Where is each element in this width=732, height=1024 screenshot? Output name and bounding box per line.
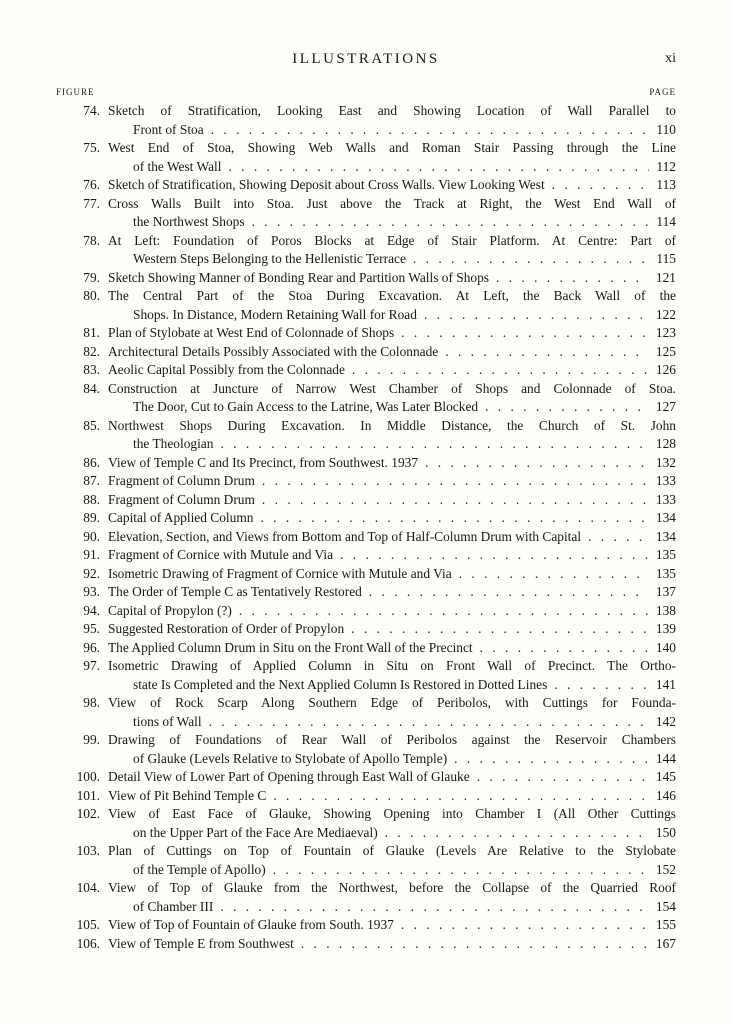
page-number: 133 — [655, 491, 676, 507]
caption-text: Northwest Shops During Excavation. In Middle Distance, the Church of St. John — [108, 417, 676, 433]
figure-caption — [108, 269, 676, 288]
page-number: 113 — [656, 177, 676, 192]
figure-entry — [56, 620, 676, 639]
figure-number: 79. — [83, 269, 100, 285]
figure-entry — [56, 139, 676, 176]
figure-entry — [56, 842, 676, 879]
page-number: 145 — [655, 769, 676, 784]
figure-entry — [56, 287, 676, 324]
dot-leader — [301, 935, 649, 954]
dot-leader — [401, 324, 649, 343]
dot-leader — [496, 269, 649, 288]
figure-entry — [56, 324, 676, 343]
page-number: 132 — [655, 454, 676, 470]
page-number: 150 — [655, 824, 676, 840]
page-number: 112 — [656, 158, 676, 174]
figure-caption — [108, 787, 676, 806]
caption-text: The Applied Column Drum in Situ on the Front Wall of the Precinct — [108, 639, 473, 655]
figure-number: 94. — [83, 602, 100, 618]
figure-number: 100. — [76, 769, 100, 784]
figure-entry — [56, 639, 676, 658]
figure-number: 80. — [83, 288, 100, 303]
figure-caption — [108, 139, 676, 176]
page-number: 126 — [655, 362, 676, 377]
figure-number: 101. — [76, 787, 100, 803]
figure-entry — [56, 916, 676, 935]
caption-text: View of Rock Scarp Along Southern Edge of Peribolos, with Cuttings for Founda- — [108, 695, 676, 710]
dot-leader — [273, 861, 649, 880]
figure-entry — [56, 805, 676, 842]
figure-number: 88. — [83, 491, 100, 507]
page-number: 115 — [656, 251, 676, 266]
page-number: 154 — [655, 898, 676, 914]
dot-leader — [228, 158, 649, 177]
figure-entry — [56, 879, 676, 916]
figure-caption — [108, 195, 676, 232]
figure-caption — [108, 491, 676, 510]
figure-number: 82. — [83, 343, 100, 359]
figure-entry — [56, 361, 676, 380]
dot-leader — [454, 750, 649, 769]
figure-entry — [56, 546, 676, 565]
figure-caption — [108, 509, 676, 528]
caption-text: Sketch of Stratification, Looking East and Showing Location of Wall Parallel to — [108, 103, 676, 118]
figure-number: 98. — [83, 695, 100, 710]
caption-text: Plan of Stylobate at West End of Colonnade of Shops — [108, 325, 395, 340]
caption-text: View of Top of Fountain of Glauke from South. 1937 — [108, 917, 394, 932]
figure-column-header: FIGURE — [56, 87, 95, 97]
page-number: 139 — [655, 621, 676, 636]
caption-text: The Central Part of the Stoa During Excavation. At Left, the Back Wall of the — [108, 288, 676, 303]
caption-text: View of Temple E from Southwest — [108, 935, 294, 951]
figure-number: 96. — [83, 639, 100, 655]
page-number: 138 — [655, 602, 676, 618]
figure-entry — [56, 694, 676, 731]
figure-number: 90. — [83, 528, 100, 544]
figure-number: 97. — [83, 658, 100, 673]
figure-entry — [56, 528, 676, 547]
figure-caption — [108, 842, 676, 879]
page-number: 141 — [655, 676, 676, 692]
dot-leader — [260, 509, 649, 528]
page-number: 128 — [655, 436, 676, 451]
page-number: 123 — [655, 325, 676, 340]
caption-text: Shops. In Distance, Modern Retaining Wall for Road — [133, 306, 417, 322]
folio-page-number: xi — [665, 51, 676, 66]
caption-text: state Is Completed and the Next Applied Column Is Restored in Dotted Lines — [133, 676, 548, 692]
caption-text: on the Upper Part of the Face Are Mediaeval) — [133, 824, 378, 840]
figure-entry — [56, 380, 676, 417]
figure-entry — [56, 472, 676, 491]
figure-caption — [108, 380, 676, 417]
figure-caption — [108, 546, 676, 565]
caption-text: Sketch of Stratification, Showing Deposit about Cross Walls. View Looking West — [108, 177, 545, 192]
page-number: 142 — [655, 713, 676, 729]
caption-text: of Chamber III — [133, 898, 214, 914]
caption-text: The Door, Cut to Gain Access to the Latrine, Was Later Blocked — [133, 399, 479, 414]
figure-number: 105. — [76, 917, 100, 932]
figure-number: 104. — [76, 880, 100, 895]
dot-leader — [401, 916, 649, 935]
page-number: 110 — [656, 121, 676, 137]
figure-entry — [56, 768, 676, 787]
dot-leader — [211, 121, 649, 140]
caption-text: Front of Stoa — [133, 121, 204, 137]
caption-text: Sketch Showing Manner of Bonding Rear and Partition Walls of Shops — [108, 269, 490, 285]
figure-caption — [108, 417, 676, 454]
figure-number: 95. — [83, 621, 100, 636]
page-header — [56, 50, 676, 70]
page-number: 135 — [655, 565, 676, 581]
figure-entry — [56, 102, 676, 139]
page-number: 134 — [655, 528, 676, 544]
dot-leader — [445, 343, 649, 362]
figure-number: 74. — [83, 103, 100, 118]
page-number: 140 — [655, 639, 676, 655]
figure-number: 92. — [83, 565, 100, 581]
figure-number: 103. — [76, 843, 100, 858]
figure-caption — [108, 324, 676, 343]
dot-leader — [477, 768, 649, 787]
figure-caption — [108, 694, 676, 731]
caption-text: Fragment of Column Drum — [108, 491, 255, 507]
caption-text: Capital of Propylon (?) — [108, 602, 232, 618]
caption-text: Construction at Juncture of Narrow West Chamber of Shops and Colonnade of Stoa. — [108, 380, 676, 396]
figure-caption — [108, 287, 676, 324]
figure-caption — [108, 639, 676, 658]
dot-leader — [385, 824, 649, 843]
figure-number: 77. — [83, 195, 100, 211]
dot-leader — [352, 361, 649, 380]
caption-text: Cross Walls Built into Stoa. Just above the Track at Right, the West End Wall of — [108, 195, 676, 211]
caption-text: The Order of Temple C as Tentatively Restored — [108, 584, 362, 599]
caption-text: Drawing of Foundations of Rear Wall of Peribolos against the Reservoir Chambers — [108, 732, 676, 747]
page-number: 167 — [655, 935, 676, 951]
dot-leader — [273, 787, 649, 806]
figure-caption — [108, 472, 676, 491]
page-number: 114 — [656, 214, 676, 229]
dot-leader — [588, 528, 649, 547]
figure-number: 99. — [83, 732, 100, 747]
caption-text: tions of Wall — [133, 713, 202, 729]
figure-number: 102. — [76, 806, 100, 821]
caption-text: Architectural Details Possibly Associated with the Colonnade — [108, 343, 439, 359]
caption-text: of Glauke (Levels Relative to Stylobate of Apollo Temple) — [133, 750, 448, 766]
figure-caption — [108, 935, 676, 954]
figure-caption — [108, 602, 676, 621]
figure-caption — [108, 361, 676, 380]
figure-caption — [108, 232, 676, 269]
figure-entry — [56, 935, 676, 954]
figure-entry — [56, 583, 676, 602]
figure-entry — [56, 602, 676, 621]
caption-text: View of Pit Behind Temple C — [108, 787, 267, 803]
figure-number: 93. — [83, 584, 100, 599]
dot-leader — [209, 713, 649, 732]
caption-text: Fragment of Column Drum — [108, 473, 255, 488]
figure-caption — [108, 768, 676, 787]
caption-text: Isometric Drawing of Applied Column in Situ on Front Wall of Precinct. The Ortho- — [108, 658, 676, 673]
page-number: 152 — [655, 861, 676, 877]
page-number: 146 — [655, 787, 676, 803]
dot-leader — [351, 620, 649, 639]
caption-text: of the West Wall — [133, 158, 222, 174]
figure-caption — [108, 805, 676, 842]
figure-caption — [108, 620, 676, 639]
figure-caption — [108, 343, 676, 362]
dot-leader — [252, 213, 649, 232]
caption-text: Suggested Restoration of Order of Propylon — [108, 621, 345, 636]
caption-text: of the Temple of Apollo) — [133, 861, 266, 877]
figure-caption — [108, 565, 676, 584]
caption-text: Aeolic Capital Possibly from the Colonnade — [108, 362, 345, 377]
figure-caption — [108, 176, 676, 195]
caption-text: the Theologian — [133, 436, 214, 451]
figure-entry — [56, 731, 676, 768]
page-number: 137 — [655, 584, 676, 599]
figure-entry — [56, 232, 676, 269]
dot-leader — [424, 306, 649, 325]
figure-number: 78. — [83, 232, 100, 248]
figure-entry — [56, 269, 676, 288]
page-number: 134 — [655, 510, 676, 525]
figure-caption — [108, 731, 676, 768]
figure-entry — [56, 454, 676, 473]
caption-text: Elevation, Section, and Views from Bottom and Top of Half-Column Drum with Capital — [108, 528, 582, 544]
caption-text: Plan of Cuttings on Top of Fountain of Glauke (Levels Are Relative to the Stylobate — [108, 843, 676, 858]
caption-text: West End of Stoa, Showing Web Walls and Roman Stair Passing through the Line — [108, 140, 676, 155]
figure-number: 75. — [83, 140, 100, 155]
caption-text: View of Temple C and Its Precinct, from Southwest. 1937 — [108, 454, 419, 470]
figure-entry — [56, 509, 676, 528]
page-column-header: PAGE — [649, 87, 676, 97]
figure-number: 85. — [83, 417, 100, 433]
dot-leader — [413, 250, 649, 269]
column-headers — [56, 87, 676, 97]
dot-leader — [239, 602, 649, 621]
caption-text: Western Steps Belonging to the Hellenistic Terrace — [133, 251, 406, 266]
page-number: 125 — [655, 343, 676, 359]
dot-leader — [554, 676, 649, 695]
figure-number: 106. — [76, 935, 100, 951]
figure-number: 76. — [83, 177, 100, 192]
dot-leader — [552, 176, 649, 195]
figure-entry — [56, 176, 676, 195]
figure-entry — [56, 657, 676, 694]
figure-number: 87. — [83, 473, 100, 488]
figure-caption — [108, 879, 676, 916]
figure-number: 91. — [83, 547, 100, 562]
dot-leader — [262, 491, 649, 510]
dot-leader — [425, 454, 649, 473]
figure-number: 83. — [83, 362, 100, 377]
figure-number: 89. — [83, 510, 100, 525]
page-number: 155 — [655, 917, 676, 932]
page-number: 144 — [655, 750, 676, 766]
caption-text: Isometric Drawing of Fragment of Cornice with Mutule and Via — [108, 565, 452, 581]
figure-entry — [56, 343, 676, 362]
figure-number: 84. — [83, 380, 100, 396]
figure-list — [56, 102, 676, 953]
dot-leader — [485, 398, 649, 417]
figure-entry — [56, 195, 676, 232]
dot-leader — [480, 639, 649, 658]
dot-leader — [220, 435, 649, 454]
figure-entry — [56, 787, 676, 806]
figure-caption — [108, 657, 676, 694]
figure-caption — [108, 583, 676, 602]
dot-leader — [459, 565, 649, 584]
figure-caption — [108, 528, 676, 547]
dot-leader — [262, 472, 649, 491]
dot-leader — [220, 898, 649, 917]
page-title: ILLUSTRATIONS — [292, 51, 440, 67]
page-number: 121 — [655, 269, 676, 285]
page-number: 135 — [655, 547, 676, 562]
caption-text: View of Top of Glauke from the Northwest, before the Collapse of the Quarried Roof — [108, 880, 676, 895]
figure-entry — [56, 565, 676, 584]
dot-leader — [369, 583, 649, 602]
figure-number: 81. — [83, 325, 100, 340]
page-number: 122 — [655, 306, 676, 322]
figure-number: 86. — [83, 454, 100, 470]
figure-caption — [108, 454, 676, 473]
page-number: 127 — [655, 399, 676, 414]
dot-leader — [340, 546, 649, 565]
caption-text: Fragment of Cornice with Mutule and Via — [108, 547, 334, 562]
caption-text: the Northwest Shops — [133, 214, 245, 229]
figure-entry — [56, 491, 676, 510]
figure-entry — [56, 417, 676, 454]
figure-caption — [108, 916, 676, 935]
caption-text: Capital of Applied Column — [108, 510, 254, 525]
caption-text: Detail View of Lower Part of Opening through East Wall of Glauke — [108, 769, 470, 784]
figure-caption — [108, 102, 676, 139]
caption-text: At Left: Foundation of Poros Blocks at Edge of Stair Platform. At Centre: Part of — [108, 232, 676, 248]
caption-text: View of East Face of Glauke, Showing Opening into Chamber I (All Other Cuttings — [108, 806, 676, 821]
page-number: 133 — [655, 473, 676, 488]
